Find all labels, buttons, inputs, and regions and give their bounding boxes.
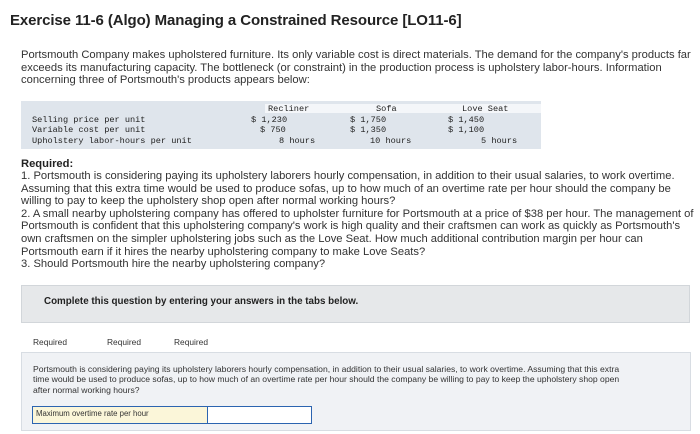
instruction-text: Complete this question by entering your answers in the tabs below. [44, 296, 359, 307]
required-list [21, 170, 695, 271]
panel-question-text: Portsmouth is considering paying its upholstery laborers hourly compensation, in addition to their usual salaries, to work overtime. Assuming that this extra time would be used to produce sofas, up to how much of an overtime rate per hour should the company be willing to pay to keep the upholstery shop open after normal working hours? [33, 364, 620, 395]
tab-required-1[interactable]: Required [33, 337, 67, 347]
cell-love-seat-variable-cost: $ 1,100 [448, 125, 485, 135]
page-title: Exercise 11-6 (Algo) Managing a Constrained Resource [LO11-6] [10, 12, 462, 29]
col-header-recliner: Recliner [268, 104, 310, 114]
row-label-selling-price: Selling price per unit [32, 115, 146, 125]
instruction-box [21, 285, 690, 323]
cell-recliner-price: $ 1,230 [251, 115, 288, 125]
row-label-variable-cost: Variable cost per unit [32, 125, 146, 135]
cell-sofa-hours: 10 hours [370, 136, 412, 146]
cell-recliner-variable-cost: $ 750 [260, 125, 286, 135]
max-overtime-rate-input[interactable] [208, 406, 312, 424]
cell-sofa-variable-cost: $ 1,350 [350, 125, 387, 135]
cell-love-seat-price: $ 1,450 [448, 115, 485, 125]
row-label-labor-hours: Upholstery labor-hours per unit [32, 136, 192, 146]
required-item-2: 2. A small nearby upholstering company has offered to upholster furniture for Portsmouth at a price of $38 per hour. The management of Portsmouth is confident that this upholstering company's work is high quality and their craftsmen can work as quickly as Portsmouth's own craftsmen on the simpler upholstering jobs such as the Love Seat. How much additional contribution margin per hour can Portsmouth earn if it hires the nearby upholstering company to make Love Seats? [21, 207, 694, 258]
intro-paragraph: Portsmouth Company makes upholstered furniture. Its only variable cost is direct materials. The demand for the company's products far exceeds its manufacturing capacity. The bottleneck (or constraint) in the production process is upholstery labor-hours. Information concerning three of Portsmouth's products appears below: [21, 49, 691, 87]
tab-required-3[interactable]: Required [174, 337, 208, 347]
col-header-sofa: Sofa [376, 104, 397, 114]
required-item-3: 3. Should Portsmouth hire the nearby upholstering company? [21, 258, 326, 271]
col-header-love-seat: Love Seat [462, 104, 509, 114]
required-1-panel [21, 352, 691, 431]
tab-required-2[interactable]: Required [107, 337, 141, 347]
required-item-1: 1. Portsmouth is considering paying its upholstery laborers hourly compensation, in addition to their usual salaries, to work overtime. Assuming that this extra time would be used to produce sofas, up to how much of an overtime rate per hour should the company be willing to pay to keep the upholstery shop open after normal working hours? [21, 170, 675, 208]
answer-row-label: Maximum overtime rate per hour [32, 406, 208, 424]
cell-recliner-hours: 8 hours [279, 136, 316, 146]
required-heading: Required: [21, 158, 74, 170]
cell-sofa-price: $ 1,750 [350, 115, 387, 125]
cell-love-seat-hours: 5 hours [481, 136, 518, 146]
product-data-table [21, 101, 541, 149]
